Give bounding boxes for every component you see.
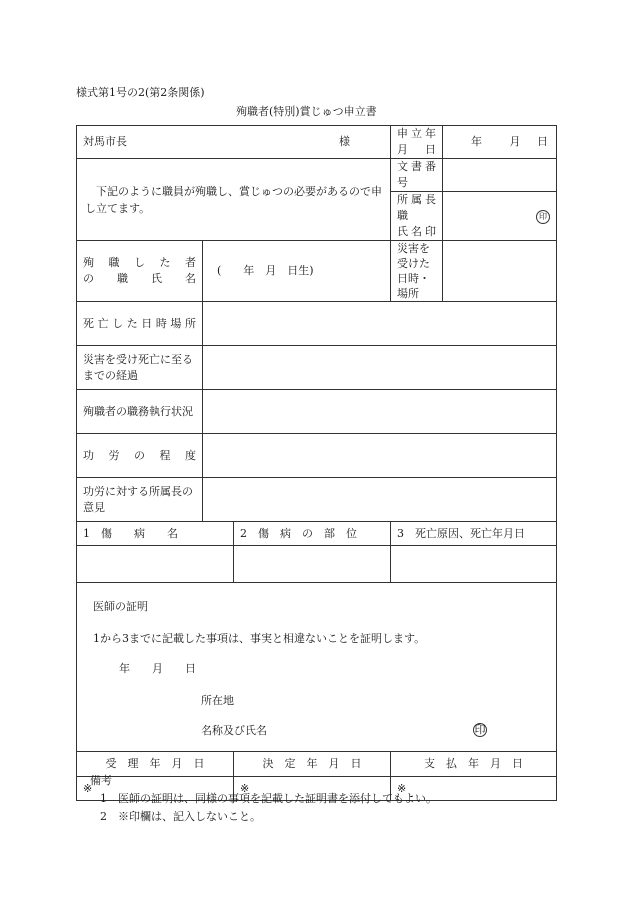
- notes-section: [90, 772, 437, 826]
- supervisor-opinion-value[interactable]: [203, 478, 557, 522]
- death-cause-label: 3 死亡原因、死亡年月日: [391, 522, 557, 546]
- birth-date-text: ( 年 月 日生): [217, 264, 314, 277]
- injury-name-label: 1 傷 病 名: [77, 522, 234, 546]
- supervisor-opinion-label: 功労に対する所属長の意見: [83, 484, 193, 514]
- document-number-label: 文書番号: [391, 159, 443, 192]
- document-number-value[interactable]: [443, 159, 557, 192]
- duty-status-label-cell: [77, 390, 203, 434]
- received-date-value: ※: [77, 777, 234, 801]
- deceased-label-line2: の職氏名: [83, 272, 196, 285]
- supervisor-opinion-label-cell: [77, 478, 203, 522]
- statement-cell: [77, 159, 391, 241]
- note-item: 2 ※印欄は、記入しないこと。: [100, 810, 261, 823]
- injury-part-value[interactable]: [234, 546, 391, 583]
- certificate-heading: 医師の証明: [93, 600, 148, 613]
- application-date-value[interactable]: [443, 126, 557, 159]
- form-title: 殉職者(特別)賞じゅつ申立書: [236, 105, 377, 118]
- disaster-time-label-cell: [391, 241, 443, 302]
- certificate-text: 1から3までに記載した事項は、事実と相違ないことを証明します。: [93, 632, 426, 645]
- certificate-address-label: 所在地: [201, 694, 234, 707]
- deceased-value[interactable]: [203, 241, 391, 302]
- paid-date-label: 支 払 年 月 日: [391, 752, 557, 777]
- paid-date-value: ※: [391, 777, 557, 801]
- injury-part-label: 2 傷 病 の 部 位: [234, 522, 391, 546]
- decided-date-value: ※: [234, 777, 391, 801]
- notes-heading: 備考: [90, 774, 112, 787]
- certificate-date[interactable]: 年 月 日: [119, 662, 196, 675]
- death-time-place-value[interactable]: [203, 302, 557, 346]
- form-number: 様式第1号の2(第2条関係): [76, 86, 205, 99]
- disaster-time-value[interactable]: [443, 241, 557, 302]
- merit-degree-label: 功労の程度: [77, 434, 203, 478]
- certificate-name-label: 名称及び氏名: [201, 724, 267, 737]
- supervisor-label-line2: 氏名印: [397, 225, 436, 238]
- course-to-death-value[interactable]: [203, 346, 557, 390]
- merit-degree-value[interactable]: [203, 434, 557, 478]
- duty-status-value[interactable]: [203, 390, 557, 434]
- death-time-place-label: 死亡した日時場所: [77, 302, 203, 346]
- supervisor-label-line1: 所属長職: [397, 193, 436, 222]
- decided-date-label: 決 定 年 月 日: [234, 752, 391, 777]
- addressee-cell: [77, 126, 391, 159]
- received-date-label: 受 理 年 月 日: [77, 752, 234, 777]
- death-cause-value[interactable]: [391, 546, 557, 583]
- course-to-death-label-cell: [77, 346, 203, 390]
- month-label: 月: [509, 135, 521, 148]
- statement-text: 下記のように職員が殉職し、賞じゅつの必要があるので申し立てます。: [85, 184, 382, 215]
- application-date-label: 申立年月日: [391, 126, 443, 159]
- note-item: 1 医師の証明は、同様の事項を記載した証明書を添付してもよい。: [100, 792, 437, 805]
- supervisor-label-cell: [391, 192, 443, 241]
- deceased-label-cell: [77, 241, 203, 302]
- certificate-seal-icon: 印: [474, 723, 486, 736]
- doctor-certificate-cell: [77, 583, 557, 752]
- year-label: 年: [471, 135, 482, 148]
- day-label: 日: [537, 135, 548, 148]
- supervisor-value[interactable]: [443, 192, 557, 241]
- seal-icon: 印: [536, 210, 550, 224]
- duty-status-label: 殉職者の職務執行状況: [83, 404, 193, 418]
- honorific: 様: [339, 135, 350, 148]
- disaster-time-label: 災害を受けた日時・場所: [397, 242, 430, 300]
- deceased-label-line1: 殉職した者: [83, 256, 196, 269]
- application-form-table: [76, 125, 557, 801]
- course-to-death-label: 災害を受け死亡に至るまでの経過: [83, 352, 193, 382]
- recipient-name: 対馬市長: [83, 135, 127, 148]
- injury-name-value[interactable]: [77, 546, 234, 583]
